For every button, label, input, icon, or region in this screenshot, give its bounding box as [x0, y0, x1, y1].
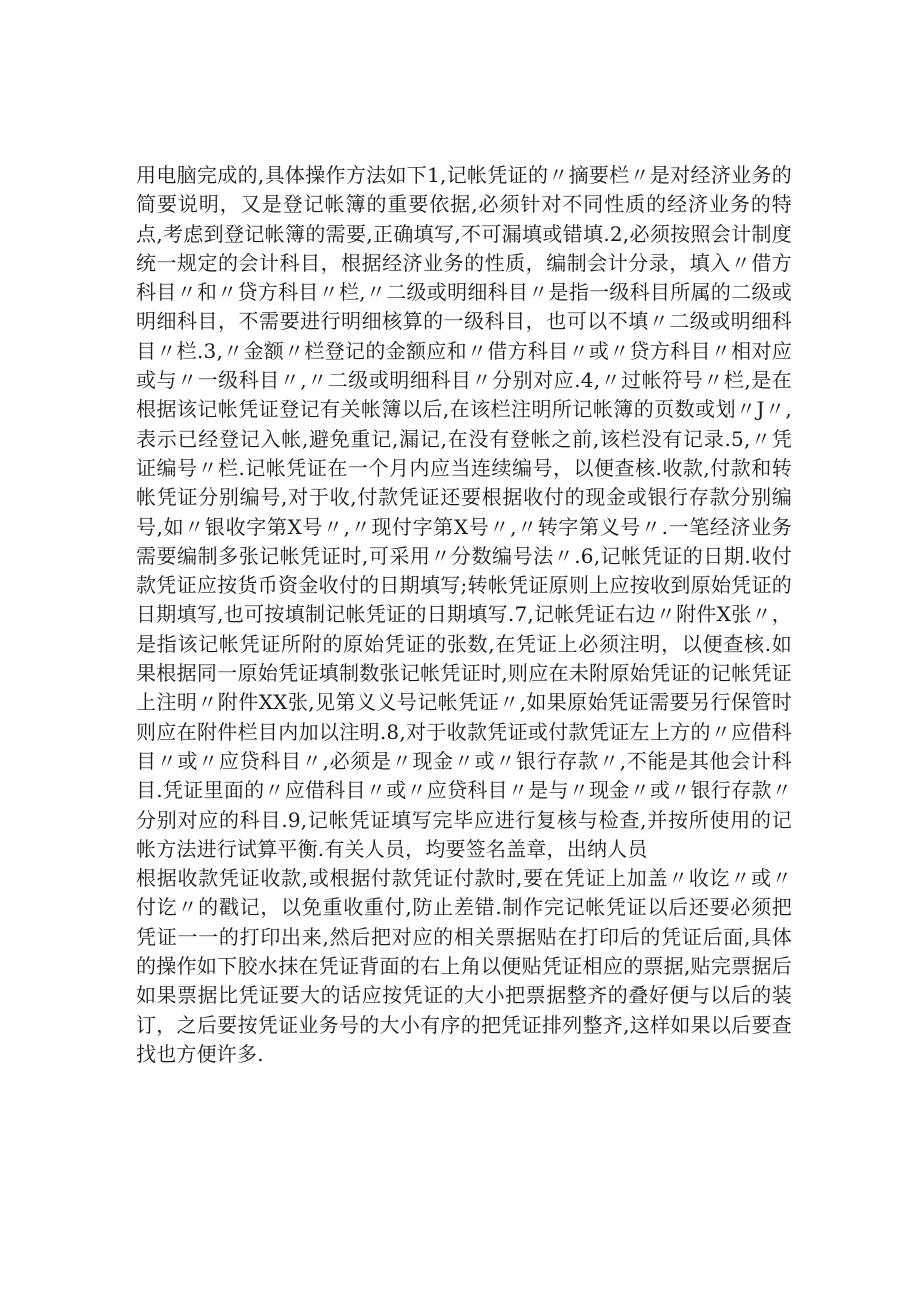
paragraph-1: 用电脑完成的,具体操作方法如下1,记帐凭证的〃摘要栏〃是对经济业务的简要说明，又是登记帐簿的重要依据,必须针对不同性质的经济业务的特点,考虑到登记帐簿的需要,正确填写,不可漏填或错填.2,必须按照会计制度统一规定的会计科目，根据经济业务的性质，编制会计分录，填入〃借方科目〃和〃贷方科目〃栏,〃二级或明细科目〃是指一级科目所属的二级或明细科目，不需要进行明细核算的一级科目，也可以不填〃二级或明细科目〃栏.3,〃金额〃栏登记的金额应和〃借方科目〃或〃贷方科目〃相对应或与〃一级科目〃,〃二级或明细科目〃分别对应.4,〃过帐符号〃栏,是在根据该记帐凭证登记有关帐簿以后,在该栏注明所记帐簿的页数或划〃J〃,表示已经登记入帐,避免重记,漏记,在没有登帐之前,该栏没有记录.5,〃凭证编号〃栏.记帐凭证在一个月内应当连续编号，以便查核.收款,付款和转帐凭证分别编号,对于收,付款凭证还要根据收付的现金或银行存款分别编号,如〃银收字第X号〃,〃现付字第X号〃,〃转字第义号〃.一笔经济业务需要编制多张记帐凭证时,可采用〃分数编号法〃.6,记帐凭证的日期.收付款凭证应按货币资金收付的日期填写;转帐凭证原则上应按收到原始凭证的日期填写,也可按填制记帐凭证的日期填写.7,记帐凭证右边〃附件X张〃，是指该记帐凭证所附的原始凭证的张数,在凭证上必须注明，以便查核.如果根据同一原始凭证填制数张记帐凭证时,则应在未附原始凭证的记帐凭证上注明〃附件XX张,见第义义号记帐凭证〃,如果原始凭证需要另行保管时则应在附件栏目内加以注明.8,对于收款凭证或付款凭证左上方的〃应借科目〃或〃应贷科目〃,必须是〃现金〃或〃银行存款〃,不能是其他会计科目.凭证里面的〃应借科目〃或〃应贷科目〃是与〃现金〃或〃银行存款〃分别对应的科目.9,记帐凭证填写完毕应进行复核与检查,并按所使用的记帐方法进行试算平衡.有关人员，均要签名盖章，出纳人员 — [136, 163, 792, 861]
document-body — [136, 161, 792, 1069]
paragraph-2: 根据收款凭证收款,或根据付款凭证付款时,要在凭证上加盖〃收讫〃或〃付讫〃的戳记，以免重收重付,防止差错.制作完记帐凭证以后还要必须把凭证一一的打印出来,然后把对应的相关票据贴在打印后的凭证后面,具体的操作如下胶水抹在凭证背面的右上角以便贴凭证相应的票据,贴完票据后如果票据比凭证要大的话应按凭证的大小把票据整齐的叠好便与以后的装订，之后要按凭证业务号的大小有序的把凭证排列整齐,这样如果以后要查找也方便许多. — [136, 866, 792, 1066]
